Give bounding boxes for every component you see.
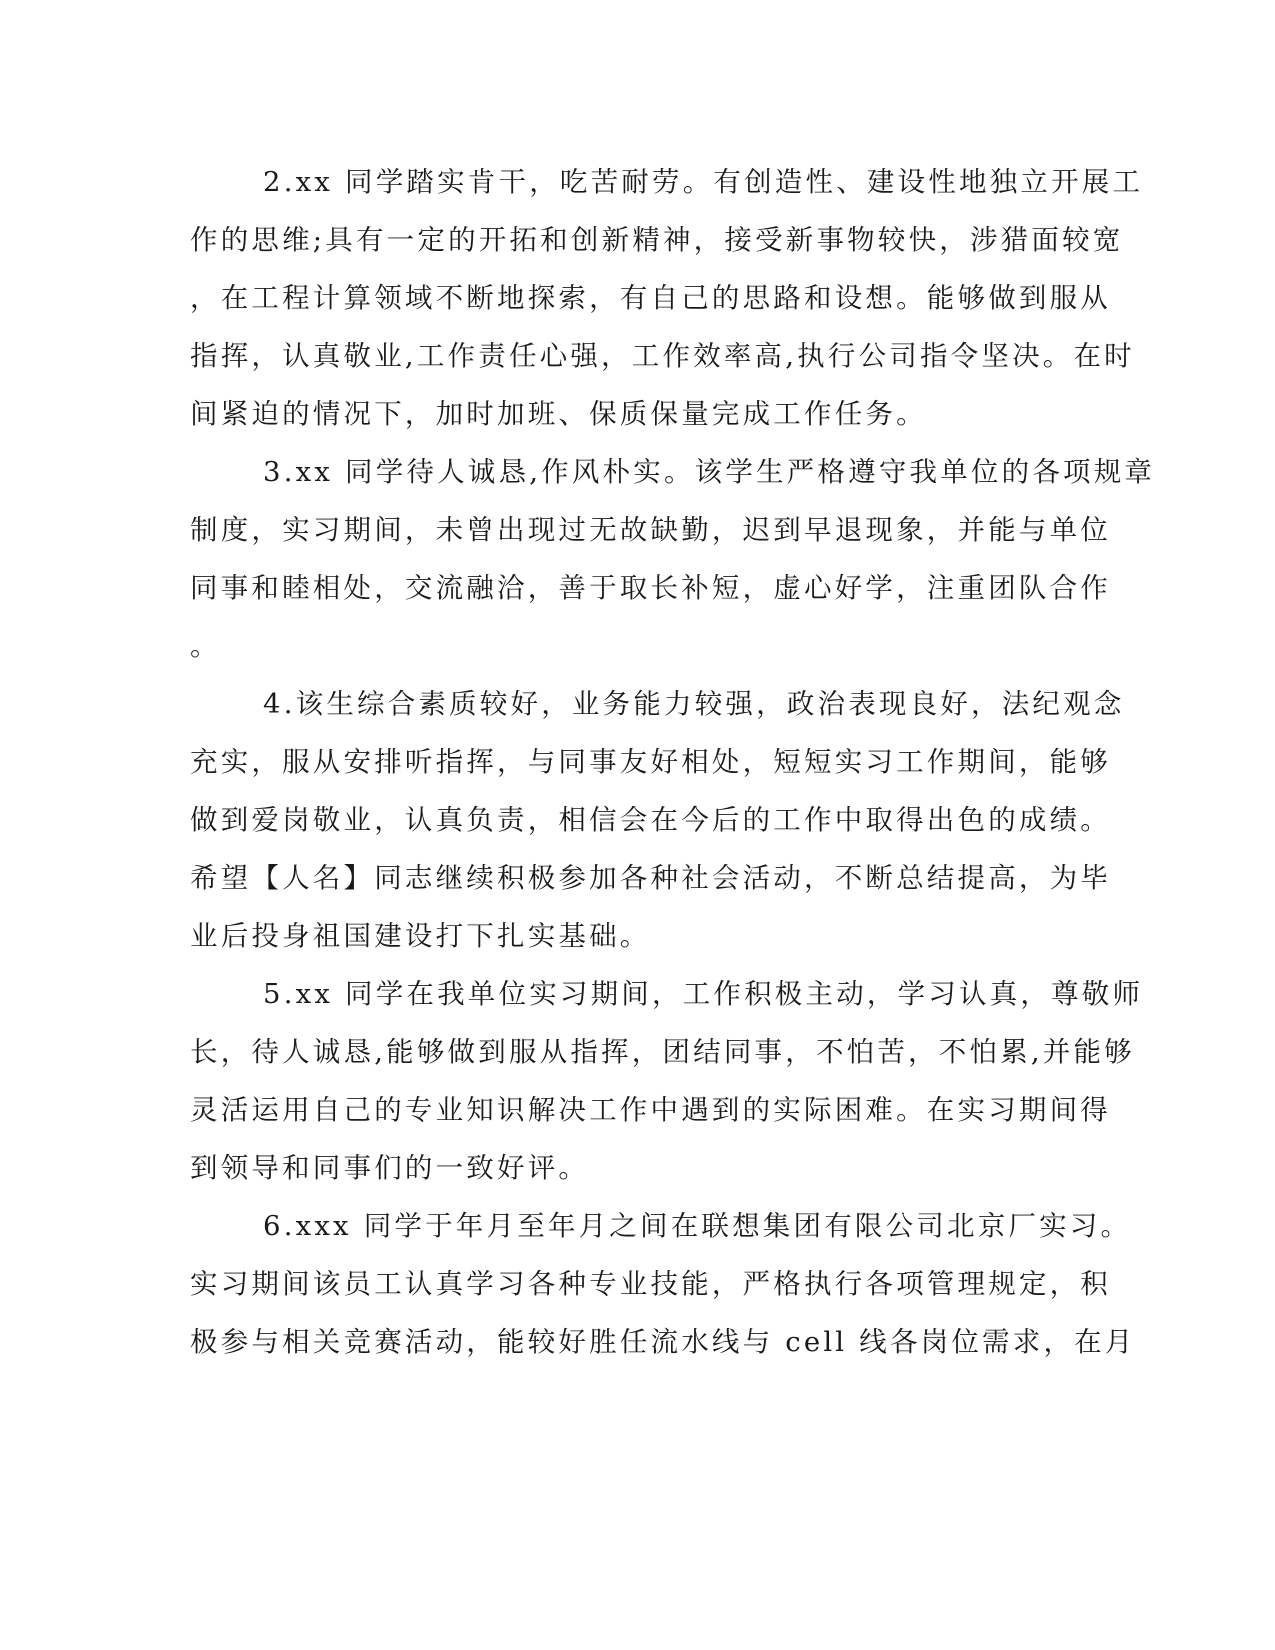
paragraph-2-line-4: 指挥，认真敬业,工作责任心强，工作效率高,执行公司指令坚决。在时 [190,340,1135,372]
paragraph-2-line-2: 作的思维;具有一定的开拓和创新精神，接受新事物较快，涉猎面较宽 [190,224,1124,256]
paragraph-4-line-1: 4.该生综合素质较好，业务能力较强，政治表现良好，法纪观念 [263,688,1125,720]
paragraph-5-line-1: 5.xx 同学在我单位实习期间，工作积极主动，学习认真，尊敬师 [263,978,1144,1010]
paragraph-4-line-3: 做到爱岗敬业，认真负责，相信会在今后的工作中取得出色的成绩。 [190,804,1111,836]
paragraph-6-line-3: 极参与相关竞赛活动，能较好胜任流水线与 cell 线各岗位需求，在月 [190,1326,1136,1358]
paragraph-5-line-4: 到领导和同事们的一致好评。 [190,1152,590,1184]
paragraph-4-line-5: 业后投身祖国建设打下扎实基础。 [190,920,651,952]
paragraph-4-line-4: 希望【人名】同志继续积极参加各种社会活动，不断总结提高，为毕 [190,862,1111,894]
paragraph-4-line-2: 充实，服从安排听指挥，与同事友好相处，短短实习工作期间，能够 [190,746,1111,778]
paragraph-6-line-1: 6.xxx 同学于年月至年月之间在联想集团有限公司北京厂实习。 [263,1210,1132,1242]
paragraph-3-line-2: 制度，实习期间，未曾出现过无故缺勤，迟到早退现象，并能与单位 [190,514,1111,546]
paragraph-2-line-3: ，在工程计算领域不断地探索，有自己的思路和设想。能够做到服从 [190,282,1111,314]
paragraph-6-line-2: 实习期间该员工认真学习各种专业技能，严格执行各项管理规定，积 [190,1268,1111,1300]
paragraph-2-line-5: 间紧迫的情况下，加时加班、保质保量完成工作任务。 [190,398,927,430]
paragraph-5-line-3: 灵活运用自己的专业知识解决工作中遇到的实际困难。在实习期间得 [190,1094,1111,1126]
paragraph-3-line-1: 3.xx 同学待人诚恳,作风朴实。该学生严格遵守我单位的各项规章 [263,456,1156,488]
paragraph-3-line-3: 同事和睦相处，交流融洽，善于取长补短，虚心好学，注重团队合作 [190,572,1111,604]
paragraph-2-line-1: 2.xx 同学踏实肯干，吃苦耐劳。有创造性、建设性地独立开展工 [263,166,1144,198]
paragraph-5-line-2: 长，待人诚恳,能够做到服从指挥，团结同事，不怕苦，不怕累,并能够 [190,1036,1135,1068]
paragraph-3-line-4: 。 [190,630,221,662]
